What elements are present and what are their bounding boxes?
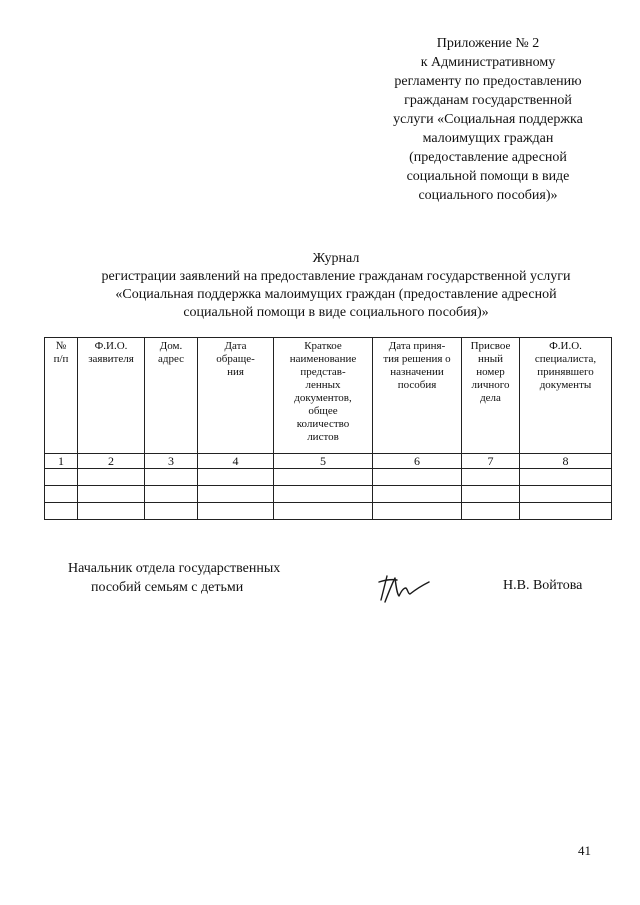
appendix-line: к Административному	[420, 55, 556, 70]
appendix-line: гражданам государственной	[404, 93, 572, 108]
appendix-line: Приложение № 2	[436, 36, 540, 51]
position-title: Начальник отдела государственных	[68, 561, 281, 576]
table-cell	[145, 503, 198, 520]
column-number: 3	[145, 454, 198, 469]
table-cell	[520, 503, 612, 520]
table-cell	[462, 469, 520, 486]
table-cell	[274, 469, 373, 486]
header-cell: № п/п	[45, 338, 78, 454]
header-cell: Присвое нный номер личного дела	[462, 338, 520, 454]
journal-heading	[40, 250, 632, 322]
header-cell: Дата обраще- ния	[198, 338, 274, 454]
column-number-row	[45, 454, 612, 469]
page-number: 41	[578, 843, 591, 858]
header-cell: Ф.И.О. заявителя	[78, 338, 145, 454]
signer-name: Н.В. Войтова	[503, 578, 583, 593]
position-title: пособий семьям с детьми	[91, 580, 244, 595]
table-cell	[274, 503, 373, 520]
table-cell	[373, 469, 462, 486]
table-row	[45, 503, 612, 520]
header-cell: Ф.И.О. специалиста, принявшего документы	[520, 338, 612, 454]
column-number: 8	[520, 454, 612, 469]
table-cell	[45, 486, 78, 503]
appendix-line: (предоставление адресной	[409, 150, 567, 165]
journal-subtitle-line: социальной помощи в виде социального пособия)»	[183, 305, 489, 320]
appendix-line: социального пособия)»	[418, 188, 558, 203]
appendix-line: регламенту по предоставлению	[394, 74, 582, 89]
signature-image	[373, 570, 433, 608]
column-number: 4	[198, 454, 274, 469]
table-cell	[145, 469, 198, 486]
journal-subtitle-line: регистрации заявлений на предоставление гражданам государственной услуги	[101, 269, 571, 284]
table-cell	[373, 503, 462, 520]
table-cell	[198, 469, 274, 486]
journal-subtitle-line: «Социальная поддержка малоимущих граждан (предоставление адресной	[115, 287, 557, 302]
registration-table	[44, 337, 612, 520]
table-cell	[45, 503, 78, 520]
appendix-line: социальной помощи в виде	[406, 169, 570, 184]
header-cell: Краткое наименование представ- ленных документов, общее количество листов	[274, 338, 373, 454]
appendix-block	[372, 34, 604, 205]
journal-title: Журнал	[312, 251, 360, 266]
table-cell	[198, 503, 274, 520]
signoff-block	[68, 559, 280, 597]
column-number: 7	[462, 454, 520, 469]
table-cell	[462, 486, 520, 503]
table-cell	[462, 503, 520, 520]
header-cell: Дата приня- тия решения о назначении пособия	[373, 338, 462, 454]
appendix-line: малоимущих граждан	[422, 131, 554, 146]
table-cell	[373, 486, 462, 503]
table-cell	[274, 486, 373, 503]
table-cell	[78, 503, 145, 520]
table-header-row	[45, 338, 612, 454]
table-cell	[45, 469, 78, 486]
table-cell	[520, 486, 612, 503]
appendix-line: услуги «Социальная поддержка	[393, 112, 583, 127]
table-cell	[78, 486, 145, 503]
table-cell	[198, 486, 274, 503]
table-row	[45, 486, 612, 503]
table-cell	[78, 469, 145, 486]
column-number: 1	[45, 454, 78, 469]
table-cell	[520, 469, 612, 486]
table-cell	[145, 486, 198, 503]
header-cell: Дом. адрес	[145, 338, 198, 454]
column-number: 2	[78, 454, 145, 469]
table-row	[45, 469, 612, 486]
column-number: 6	[373, 454, 462, 469]
column-number: 5	[274, 454, 373, 469]
